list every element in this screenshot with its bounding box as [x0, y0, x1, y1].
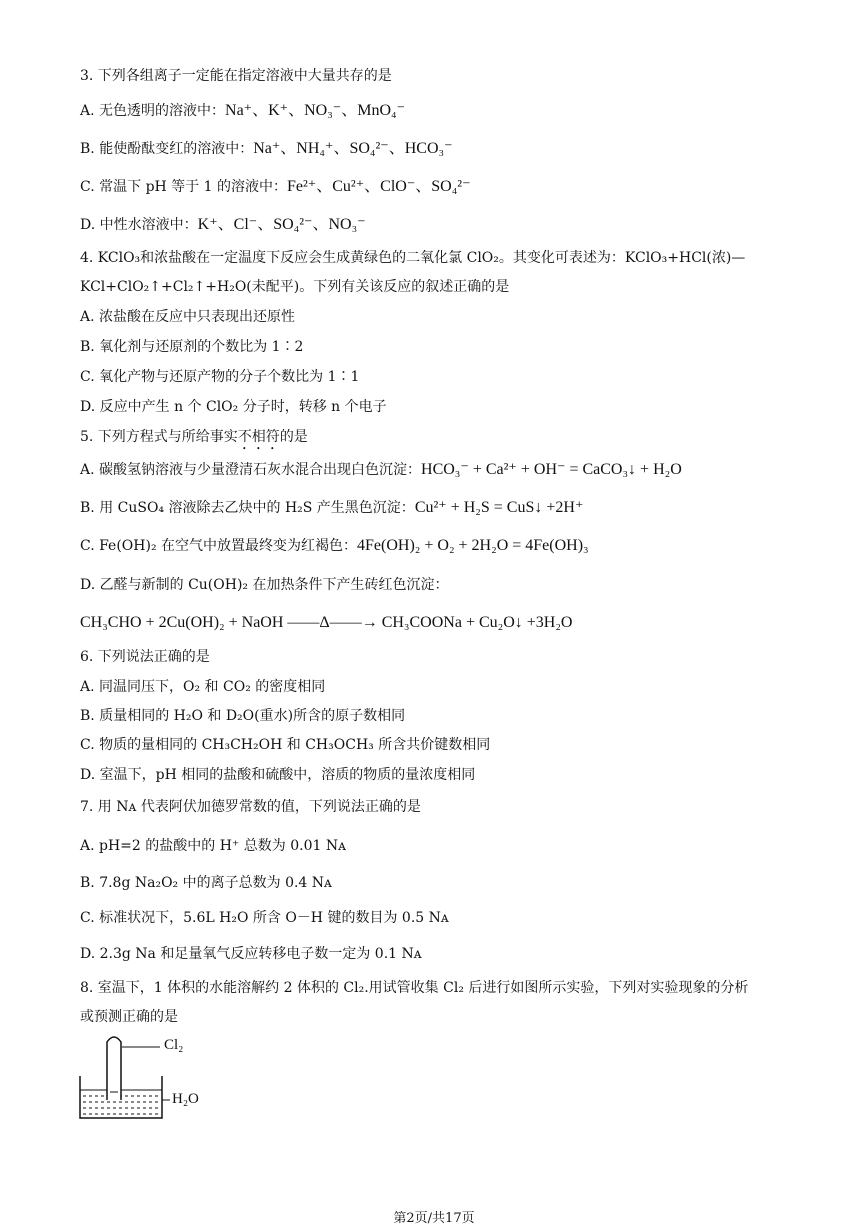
q6-stem: 6. 下列说法正确的是: [80, 649, 210, 665]
q5-option-c-text: C. Fe(OH)₂ 在空气中放置最终变为红褐色：: [80, 538, 358, 554]
page-number-footer: 第2页/共17页: [393, 1211, 475, 1226]
figure-label-cl2: Cl₂: [164, 1037, 184, 1053]
q5-option-a: [80, 460, 682, 480]
q5-option-a-text: A. 碳酸氢钠溶液与少量澄清石灰水混合出现白色沉淀：: [80, 462, 422, 478]
q3-option-a-ions: Na⁺、K⁺、NO₃⁻、MnO₄⁻: [225, 102, 406, 119]
q5-option-a-equation: HCO₃⁻ + Ca²⁺ + OH⁻ = CaCO₃↓ + H₂O: [421, 461, 682, 478]
q5-option-d: D. 乙醛与新制的 Cu(OH)₂ 在加热条件下产生砖红色沉淀：: [80, 577, 449, 593]
q3-option-b-text: B. 能使酚酞变红的溶液中：: [80, 141, 254, 157]
q3-option-a-text: A. 无色透明的溶液中：: [80, 103, 226, 119]
q4-option-d: D. 反应中产生 n 个 ClO₂ 分子时，转移 n 个电子: [80, 399, 387, 415]
q5-stem-emphasis: 不相符: [237, 429, 280, 445]
q4-option-a: A. 浓盐酸在反应中只表现出还原性: [80, 309, 296, 325]
q7-option-c: C. 标准状况下，5.6L H₂O 所含 O－H 键的数目为 0.5 Nᴀ: [80, 910, 449, 926]
q6-option-d: D. 室温下，pH 相同的盐酸和硫酸中，溶质的物质的量浓度相同: [80, 767, 476, 783]
q5-option-b-text: B. 用 CuSO₄ 溶液除去乙炔中的 H₂S 产生黑色沉淀：: [80, 500, 415, 516]
q7-option-a: A. pH=2 的盐酸中的 H⁺ 总数为 0.01 Nᴀ: [80, 838, 346, 854]
q7-stem: 7. 用 Nᴀ 代表阿伏加德罗常数的值，下列说法正确的是: [80, 799, 421, 815]
q3-stem: 3. 下列各组离子一定能在指定溶液中大量共存的是: [80, 68, 392, 84]
q4-option-b: B. 氧化剂与还原剂的个数比为 1∶2: [80, 339, 304, 355]
q3-option-a: [80, 101, 405, 121]
q8-stem-line2: 或预测正确的是: [80, 1009, 178, 1025]
q7-option-b: B. 7.8g Na₂O₂ 中的离子总数为 0.4 Nᴀ: [80, 875, 332, 891]
q3-option-c-text: C. 常温下 pH 等于 1 的溶液中：: [80, 179, 287, 195]
test-tube-experiment-figure: [74, 1030, 214, 1129]
q3-option-d-text: D. 中性水溶液中：: [80, 217, 198, 233]
q3-option-b-ions: Na⁺、NH₄⁺、SO₄²⁻、HCO₃⁻: [253, 140, 453, 157]
q3-option-d-ions: K⁺、Cl⁻、SO₄²⁻、NO₃⁻: [197, 216, 366, 233]
q6-option-a: A. 同温同压下，O₂ 和 CO₂ 的密度相同: [80, 679, 326, 695]
q4-option-c: C. 氧化产物与还原产物的分子个数比为 1∶1: [80, 369, 360, 385]
q4-stem-line2: KCl+ClO₂↑+Cl₂↑+H₂O(未配平)。下列有关该反应的叙述正确的是: [80, 279, 510, 295]
q5-option-b: [80, 498, 583, 518]
q3-option-b: [80, 139, 453, 159]
q8-stem-line1: 8. 室温下，1 体积的水能溶解约 2 体积的 Cl₂.用试管收集 Cl₂ 后进行如图所示实验，下列对实验现象的分析: [80, 980, 749, 996]
q3-option-c: [80, 177, 471, 197]
q5-option-c: [80, 536, 589, 556]
q5-stem-after: 的是: [279, 429, 308, 445]
q5-option-c-equation: 4Fe(OH)₂ + O₂ + 2H₂O = 4Fe(OH)₃: [357, 537, 589, 554]
q6-option-b: B. 质量相同的 H₂O 和 D₂O(重水)所含的原子数相同: [80, 708, 406, 724]
q5-stem: [80, 427, 308, 453]
q5-option-d-equation: CH₃CHO + 2Cu(OH)₂ + NaOH ——Δ——→ CH₃COONa + Cu₂O↓ +3H₂O: [80, 614, 573, 631]
q3-option-c-ions: Fe²⁺、Cu²⁺、ClO⁻、SO₄²⁻: [287, 178, 471, 195]
q5-stem-before: 5. 下列方程式与所给事实: [80, 429, 238, 445]
figure-label-h2o: H₂O: [172, 1091, 199, 1107]
q7-option-d: D. 2.3g Na 和足量氧气反应转移电子数一定为 0.1 Nᴀ: [80, 946, 422, 962]
test-tube-beaker-drawing: [74, 1030, 214, 1125]
q3-option-d: [80, 215, 366, 235]
q6-option-c: C. 物质的量相同的 CH₃CH₂OH 和 CH₃OCH₃ 所含共价键数相同: [80, 737, 491, 753]
q5-option-b-equation: Cu²⁺ + H₂S = CuS↓ +2H⁺: [414, 499, 584, 516]
q4-stem-line1: 4. KClO₃和浓盐酸在一定温度下反应会生成黄绿色的二氧化氯 ClO₂。其变化可表述为：KClO₃+HCl(浓)—: [80, 250, 746, 266]
